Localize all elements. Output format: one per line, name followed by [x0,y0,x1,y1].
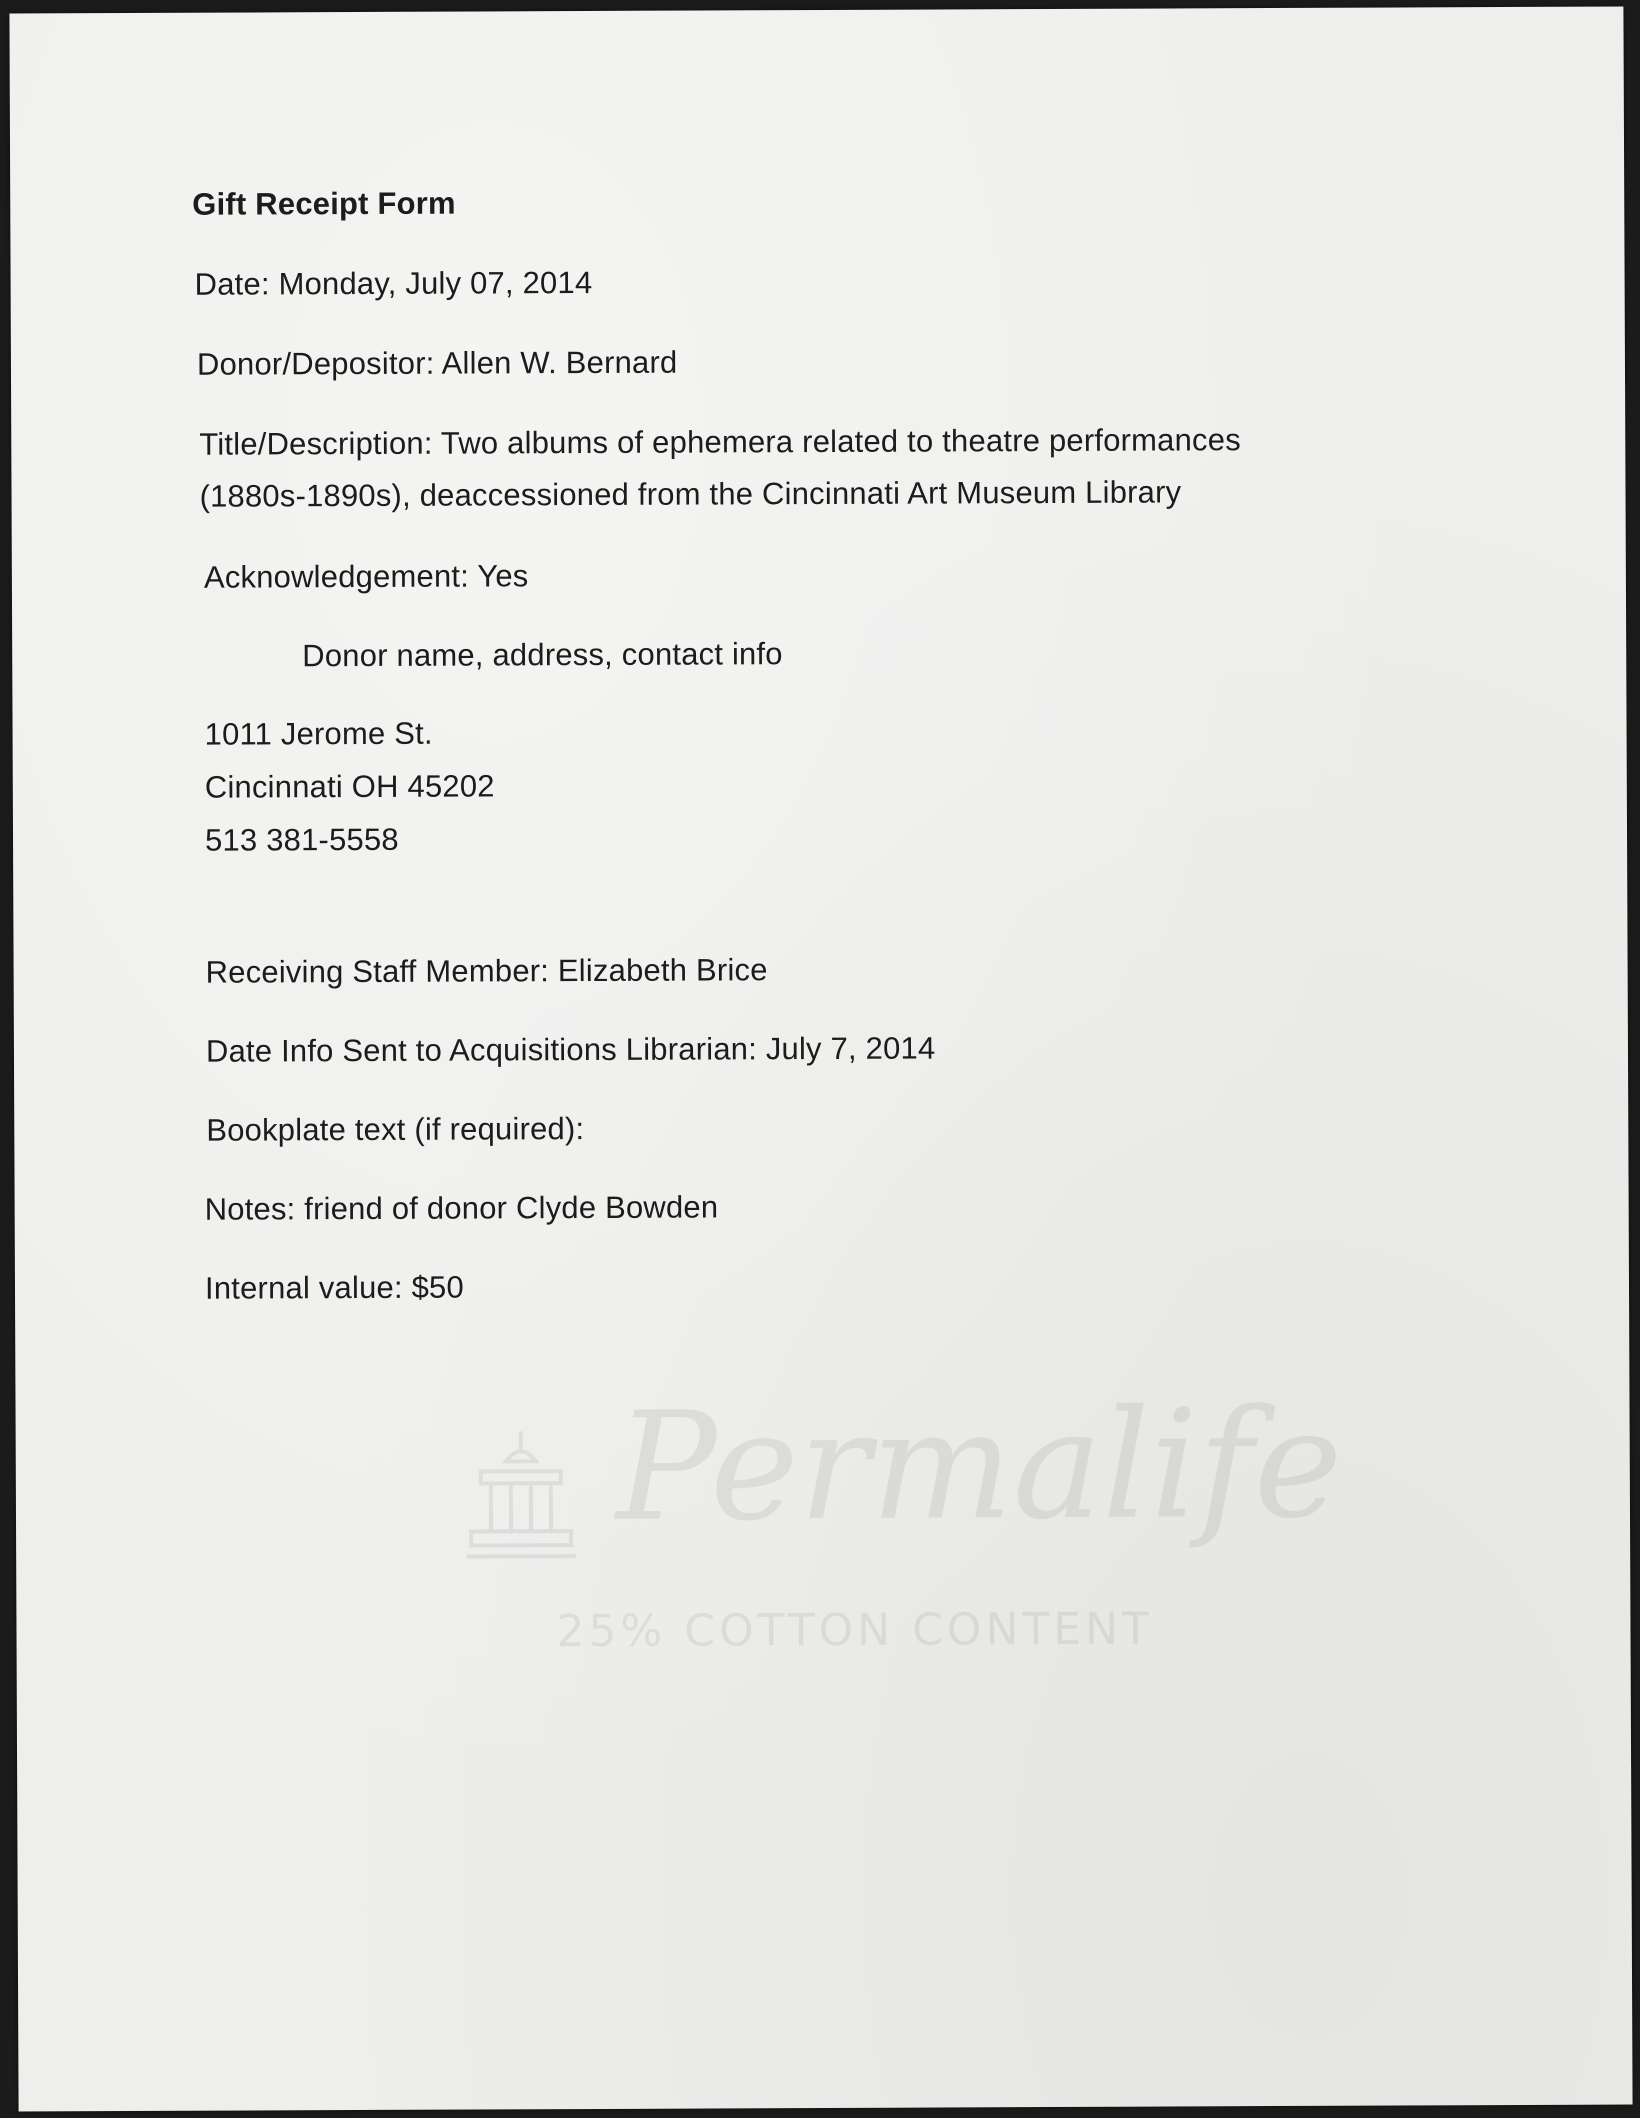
paper-sheet [9,6,1632,2111]
donor-contact-heading: Donor name, address, contact info [302,636,783,674]
date-sent-field: Date Info Sent to Acquisitions Librarian: July 7, 2014 [205,1030,936,1069]
watermark-subtext: 25% COTTON CONTENT [556,1603,1153,1658]
address-line-1: 1011 Jerome St. [204,715,433,752]
notes-field: Notes: friend of donor Clyde Bowden [204,1189,719,1227]
receiving-staff-field: Receiving Staff Member: Elizabeth Brice [205,952,768,990]
internal-value-field: Internal value: $50 [204,1269,464,1306]
address-line-2: Cincinnati OH 45202 [204,768,495,805]
description-line-2: (1880s-1890s), deaccessioned from the Cincinnati Art Museum Library [199,474,1182,514]
watermark-brand: Permalife [615,1377,1343,1555]
description-line-1: Title/Description: Two albums of ephemera related to theatre performances [199,422,1241,462]
paper-watermark [465,1377,1343,1682]
phone-number: 513 381-5558 [204,821,399,858]
acknowledgement-field: Acknowledgement: Yes [203,558,529,595]
bookplate-field: Bookplate text (if required): [206,1111,585,1148]
building-icon [466,1421,577,1571]
form-title: Gift Receipt Form [192,185,456,222]
donor-field: Donor/Depositor: Allen W. Bernard [196,344,678,382]
date-field: Date: Monday, July 07, 2014 [194,264,593,302]
